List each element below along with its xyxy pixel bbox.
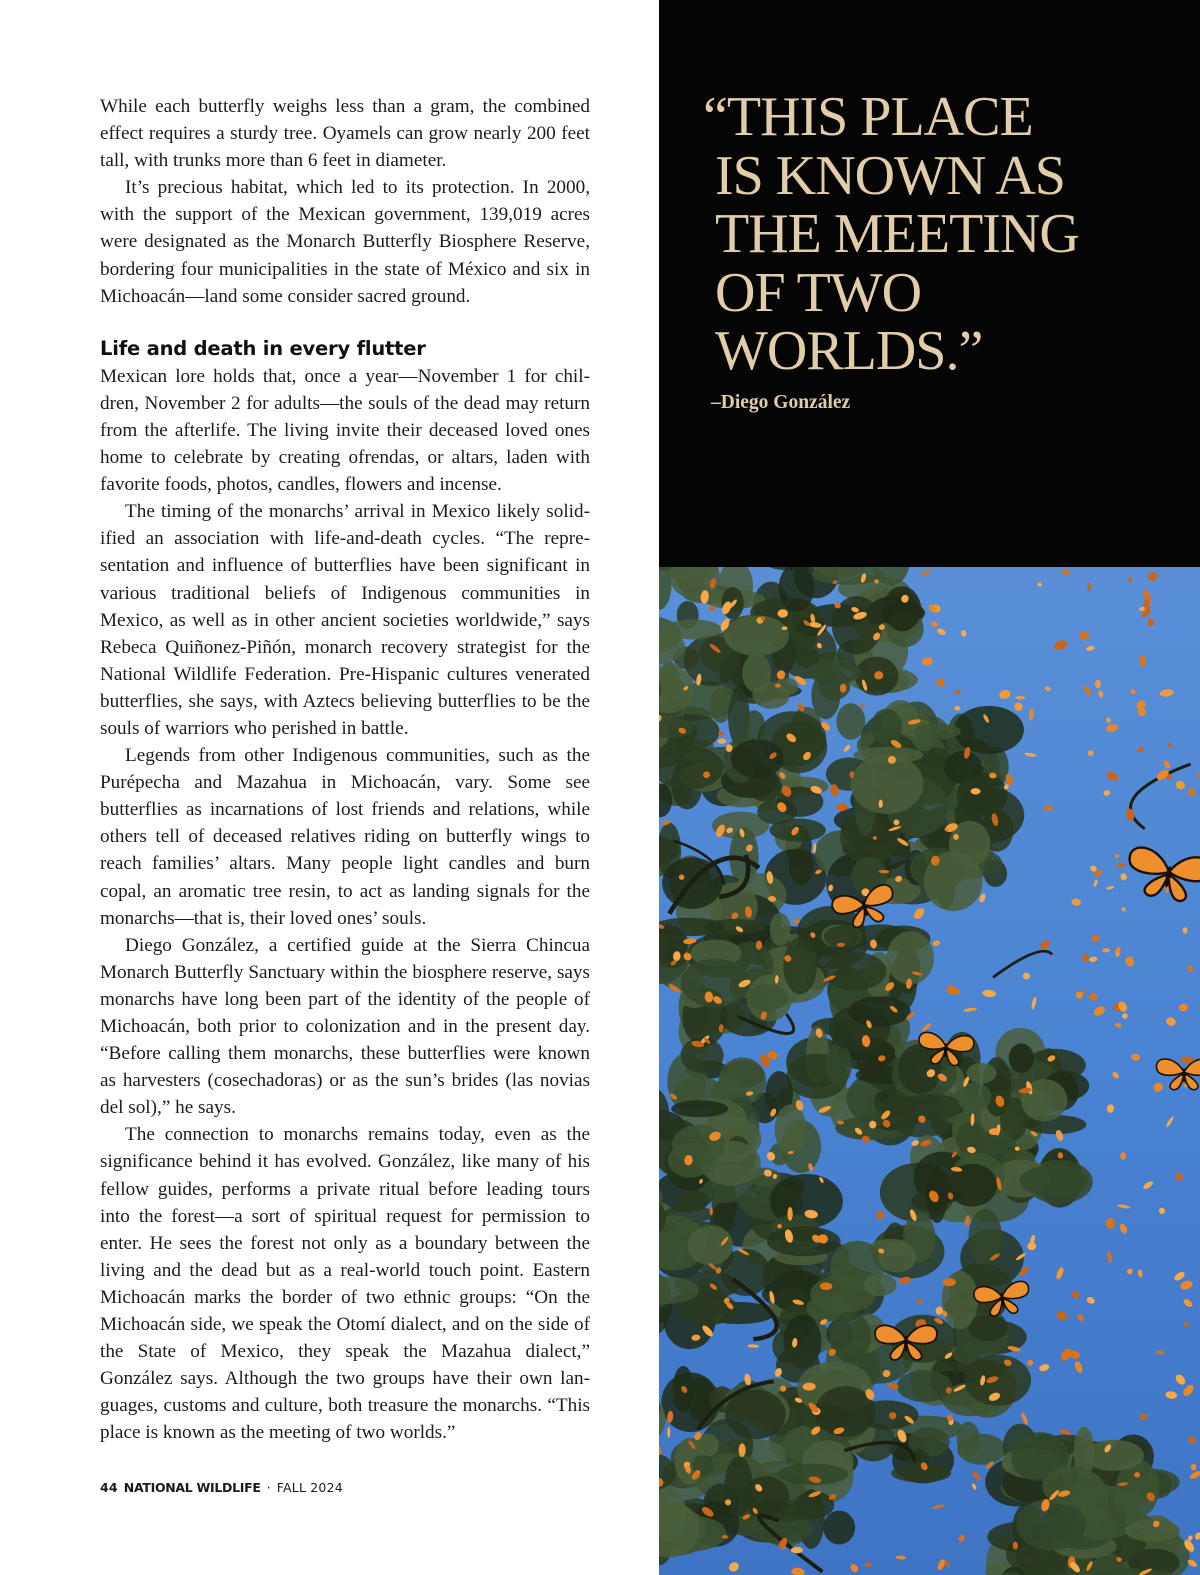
pull-quote-line-5: WORLDS.” bbox=[715, 320, 983, 382]
pull-quote-line-2: IS KNOWN AS bbox=[715, 144, 1065, 207]
section-heading: Life and death in every flutter bbox=[100, 336, 426, 360]
pull-quote-line-3: THE MEETING bbox=[715, 203, 1079, 265]
foliage-clump bbox=[853, 747, 923, 764]
foliage-clump bbox=[747, 984, 788, 1011]
monarch-body bbox=[904, 1336, 908, 1352]
monarch-butterfly-photo bbox=[659, 567, 1200, 1575]
monarch-speck bbox=[787, 1207, 792, 1221]
issue-date: FALL 2024 bbox=[276, 1480, 343, 1495]
paragraph-7: The connection to monarchs remains today, even as the significance behind it has evolved. González, like many of his fellow guides, performs a private ritual before leading tours into the forest—a sort of spiritual request for permission to enter. He sees the forest not only as a boundary between the living and the dead but as a real-world touch point. Eastern Michoacán marks the border of two ethnic groups: “On the Michoacán side, we speak the Otomí dialect, and on the side of the State of Mexico, they speak the Mazahua dialect,” González says. Although the two groups have their own languages, customs and culture, both treasure the monarchs. “This place is known as the meeting of two worlds.” bbox=[100, 1124, 590, 1444]
monarch-body bbox=[1182, 1068, 1185, 1082]
foliage-clump bbox=[767, 1226, 841, 1256]
footer-separator: · bbox=[266, 1480, 271, 1495]
foliage-clump bbox=[1084, 1440, 1144, 1471]
pull-quote-line-1: “THIS PLACE bbox=[703, 86, 1033, 148]
pull-quote-line-4: OF TWO bbox=[715, 261, 922, 324]
pull-quote-panel bbox=[659, 0, 1200, 567]
foliage-clump bbox=[825, 1044, 852, 1086]
foliage-clump bbox=[688, 1225, 733, 1265]
photo-illustration bbox=[659, 567, 1200, 1575]
monarch-speck bbox=[989, 1128, 1000, 1135]
paragraph-3: Mexican lore holds that, once a year—November 1 for children, November 2 for adults—the souls of the dead may return from the afterlife. The living invite their deceased loved ones home to celebrate by creating ofrendas, or altars, laden with favorite foods, photos, candles, flowers and incense. bbox=[100, 365, 590, 496]
foliage-clump bbox=[883, 586, 921, 631]
foliage-clump bbox=[966, 1063, 996, 1083]
foliage-clump bbox=[957, 1434, 1006, 1465]
foliage-clump bbox=[664, 619, 722, 639]
foliage-clump bbox=[898, 1044, 942, 1094]
foliage-clump bbox=[770, 913, 791, 946]
foliage-clump bbox=[724, 1457, 752, 1517]
foliage-clump bbox=[671, 1100, 728, 1117]
foliage-clump bbox=[887, 931, 934, 984]
foliage-clump bbox=[725, 1390, 786, 1440]
foliage-clump bbox=[829, 1311, 871, 1362]
page-footer bbox=[100, 1480, 343, 1495]
foliage-clump bbox=[1017, 1498, 1086, 1550]
paragraph-5: Legends from other Indigenous communities, such as the Purépecha and Mazahua in Michoacán, vary. Some see butterflies as incarnations of lost friends and relations, while others tell of deceased relatives riding on butterfly wings to reach families’ altars. Many people light candles and burn copal, an aromatic tree resin, to act as landing signals for the monarchs—that is, their loved ones’ souls. bbox=[100, 745, 590, 929]
foliage-clump bbox=[1020, 1165, 1089, 1197]
foliage-clump bbox=[968, 1314, 1008, 1341]
foliage-clump bbox=[913, 723, 961, 739]
foliage-clump bbox=[731, 739, 784, 778]
article-body bbox=[100, 93, 590, 1447]
paragraph-6: Diego González, a certified guide at the Sierra Chincua Monarch Butterfly Sanctuary within the biosphere reserve, says monarchs have long been part of the identity of the people of Michoacán, both prior to colonization and in the present day. “Before calling them monarchs, these butterflies were known as harvesters (cosechadoras) or as the sun’s brides (las novias del sol),” he says. bbox=[100, 934, 590, 1119]
paragraph-1: While each butterfly weighs less than a gram, the combined effect requires a sturdy tree. Oyamels can grow nearly 200 feet tall, with trunks more than 6 feet in diameter. bbox=[100, 96, 590, 172]
foliage-clump bbox=[1009, 1043, 1034, 1073]
monarch-speck bbox=[791, 1547, 803, 1553]
pull-quote bbox=[703, 88, 1183, 381]
foliage-clump bbox=[808, 659, 861, 684]
foliage-clump bbox=[1125, 1520, 1180, 1542]
magazine-name: NATIONAL WILDLIFE bbox=[123, 1480, 261, 1495]
pull-quote-attribution: –Diego González bbox=[711, 392, 851, 413]
foliage-clump bbox=[864, 1274, 897, 1296]
foliage-clump bbox=[836, 703, 865, 739]
foliage-clump bbox=[954, 706, 1024, 754]
foliage-clump bbox=[724, 615, 789, 656]
foliage-clump bbox=[823, 1511, 855, 1545]
paragraph-4: The timing of the monarchs’ arrival in Mexico likely solidified an association with life-and-death cycles. “The representation and influence of butterflies have been significant in various traditional beliefs of Indigenous communities in Mexico, as well as in other ancient societies worldwide,” says Rebeca Quiñonez-Piñón, monarch recovery strategist for the National Wildlife Federation. Pre-Hispanic cultures venerated butterflies, she says, with Aztecs believing butterflies to be the souls of warriors who perished in battle. bbox=[100, 501, 590, 739]
foliage-clump bbox=[871, 709, 902, 745]
foliage-clump bbox=[823, 952, 886, 990]
foliage-clump bbox=[775, 1104, 807, 1154]
foliage-clump bbox=[957, 1083, 992, 1112]
paragraph-2: It’s precious habitat, which led to its protection. In 2000, with the support of the Mexican government, 139,019 acres were designated as the Monarch Butterfly Biosphere Reserve, bordering four municipalities in the state of México and six in Michoacán—land some consider sacred ground. bbox=[100, 177, 590, 307]
foliage-clump bbox=[897, 1370, 952, 1402]
monarch-speck bbox=[954, 706, 960, 711]
foliage-clump bbox=[878, 1242, 916, 1273]
page-number: 44 bbox=[100, 1480, 118, 1495]
foliage-clump bbox=[957, 773, 1008, 817]
foliage-clump bbox=[894, 1094, 965, 1120]
foliage-clump bbox=[848, 996, 911, 1026]
